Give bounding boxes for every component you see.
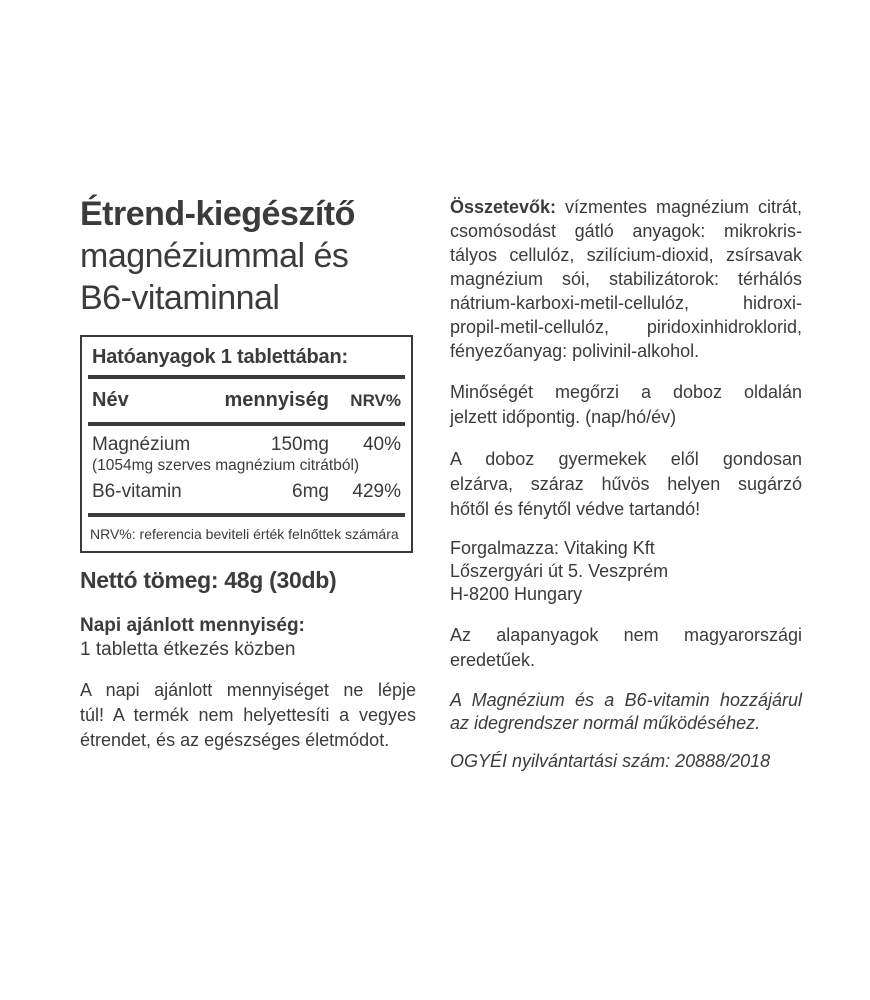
shelf-life-line: jelzett időpontig. (nap/hó/év) (450, 407, 677, 427)
header-amount: mennyiség (224, 389, 329, 411)
row-amount: 6mg (292, 481, 329, 502)
daily-dose-value: 1 tabletta étkezés közben (80, 639, 296, 660)
distributor-block (450, 537, 802, 606)
warning-paragraph (80, 678, 416, 753)
product-title-line2: magnéziummal és (80, 237, 349, 275)
storage-line: hőtől és fénytől védve tartandó! (450, 499, 701, 519)
ingredients-line (450, 195, 802, 219)
header-name: Név (92, 389, 129, 411)
health-claim-line: az idegrendszer normál működéséhez. (450, 713, 761, 733)
active-ingredients-table (80, 335, 413, 553)
warning-line: étrendet, és az egészséges életmódot. (80, 730, 390, 750)
table-header-row (88, 379, 405, 422)
origin-line: eredetűek. (450, 650, 536, 670)
origin-paragraph (450, 623, 802, 673)
ingredients-line: propil-metil-cellulóz, piridoxinhidroklorid, (450, 317, 802, 337)
product-title (80, 193, 416, 319)
origin-line: Az alapanyagok nem magyarországi (450, 625, 802, 645)
warning-line: A napi ajánlott mennyiséget ne lépje (80, 680, 416, 700)
header-nrv: NRV% (350, 391, 401, 410)
table-divider (88, 422, 405, 426)
net-weight: Nettó tömeg: 48g (30db) (80, 567, 337, 593)
table-row-magnesium (88, 434, 405, 456)
shelf-life-line: Minőségét megőrzi a doboz oldalán (450, 382, 802, 402)
distributor-line: Lőszergyári út 5. Veszprém (450, 561, 669, 581)
ingredients-paragraph (450, 195, 802, 363)
daily-dose-heading: Napi ajánlott mennyiség: (80, 615, 305, 636)
table-row-b6 (88, 477, 405, 513)
row-name: Magnézium (92, 434, 191, 455)
row-nrv: 40% (362, 434, 401, 455)
storage-line: elzárva, száraz hűvös helyen sugárzó (450, 474, 802, 494)
health-claim-paragraph (450, 689, 802, 735)
row-name: B6-vitamin (92, 481, 182, 502)
product-title-line1: Étrend-kiegészítő (80, 195, 355, 233)
right-column (450, 193, 802, 773)
ingredients-line: fényezőanyag: polivinil-alkohol. (450, 341, 700, 361)
distributor-line: Forgalmazza: Vitaking Kft (450, 538, 655, 558)
storage-paragraph (450, 447, 802, 522)
ingredients-label: Összetevők: (450, 197, 557, 217)
storage-line: A doboz gyermekek elől gondosan (450, 449, 802, 469)
nrv-footnote: NRV%: referencia beviteli érték felnőttek számára (90, 526, 399, 542)
ingredients-line-text: vízmentes magnézium citrát, (565, 197, 802, 217)
product-title-line3: B6-vitaminnal (80, 279, 280, 317)
ingredients-line: nátrium-karboxi-metil-cellulóz, hidroxi- (450, 293, 802, 313)
distributor-line: H-8200 Hungary (450, 584, 583, 604)
row-magnesium-note: (1054mg szerves magnézium citrátból) (92, 457, 360, 474)
warning-line: túl! A termék nem helyettesíti a vegyes (80, 705, 416, 725)
ingredients-line: magnézium sói, stabilizátorok: térhálós (450, 269, 802, 289)
ingredients-line: tályos cellulóz, szilícium-dioxid, zsírsavak (450, 245, 802, 265)
row-nrv: 429% (352, 481, 401, 502)
table-title: Hatóanyagok 1 tablettában: (92, 346, 348, 368)
health-claim-line: A Magnézium és a B6-vitamin hozzájárul (450, 690, 802, 710)
row-amount: 150mg (270, 434, 329, 455)
daily-dose-section (80, 614, 416, 662)
registration-number: OGYÉI nyilvántartási szám: 20888/2018 (450, 751, 771, 771)
left-column (80, 193, 416, 753)
shelf-life-paragraph (450, 380, 802, 430)
ingredients-line: csomósodást gátló anyagok: mikrokris- (450, 221, 802, 241)
